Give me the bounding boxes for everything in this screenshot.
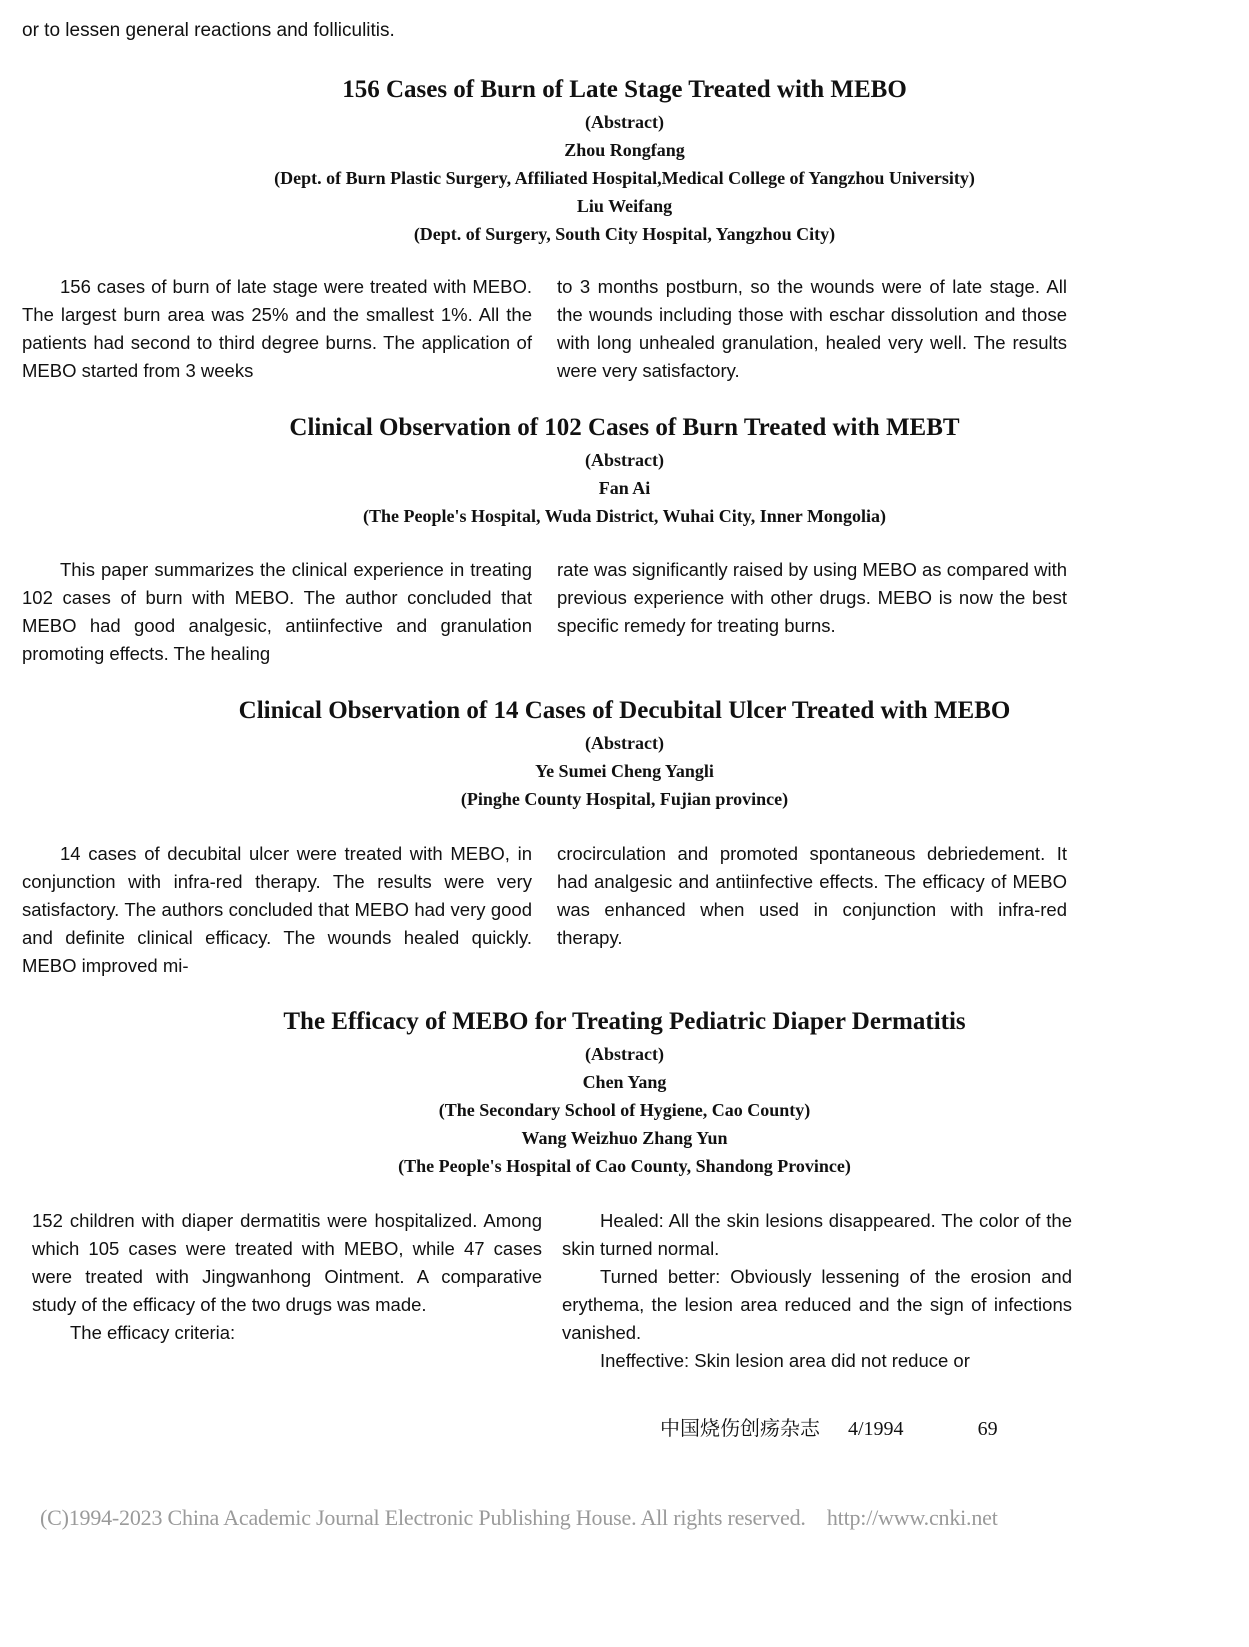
- left-column: [22, 273, 532, 385]
- right-column: [557, 840, 1067, 952]
- abstract-label: (Abstract): [585, 1044, 664, 1064]
- affiliation: (Dept. of Surgery, South City Hospital, Yangzhou City): [413, 224, 836, 244]
- paragraph: to 3 months postburn, so the wounds were of late stage. All the wounds including those with eschar dissolution and those with long unhealed granulation, healed very well. The results were very satisfactory.: [557, 276, 1067, 381]
- paragraph: Ineffective: Skin lesion area did not reduce or: [600, 1350, 970, 1371]
- article-title: 156 Cases of Burn of Late Stage Treated with MEBO: [342, 76, 907, 103]
- journal-name: 中国烧伤创疡杂志: [660, 1418, 820, 1440]
- left-column: [22, 840, 532, 980]
- affiliation: (The People's Hospital of Cao County, Shandong Province): [398, 1156, 851, 1176]
- paragraph: Healed: All the skin lesions disappeared. The color of the skin turned normal.: [562, 1210, 1072, 1259]
- article-title: The Efficacy of MEBO for Treating Pediatric Diaper Dermatitis: [283, 1008, 966, 1035]
- affiliation: (The Secondary School of Hygiene, Cao County): [438, 1100, 811, 1120]
- left-column: [32, 1207, 542, 1347]
- article-2: [0, 410, 1249, 530]
- author: Zhou Rongfang: [564, 140, 685, 160]
- right-column: [562, 1207, 1072, 1375]
- author: Wang Weizhuo Zhang Yun: [521, 1128, 728, 1148]
- right-column: [557, 556, 1067, 640]
- article-header: [0, 72, 1249, 248]
- paragraph: Turned better: Obviously lessening of the erosion and erythema, the lesion area reduced and the sign of infections vanished.: [562, 1266, 1072, 1343]
- author: Liu Weifang: [576, 196, 673, 216]
- article-title: Clinical Observation of 14 Cases of Decubital Ulcer Treated with MEBO: [238, 697, 1011, 724]
- right-column: [557, 273, 1067, 385]
- page-number: 69: [977, 1418, 998, 1440]
- article-1: [0, 72, 1249, 248]
- article-header: [0, 410, 1249, 530]
- abstract-label: (Abstract): [585, 112, 664, 132]
- article-3: [0, 693, 1249, 813]
- author: Fan Ai: [598, 478, 651, 498]
- article-4: [0, 1004, 1249, 1180]
- affiliation: (Dept. of Burn Plastic Surgery, Affiliated Hospital,Medical College of Yangzhou University): [274, 168, 975, 188]
- lead-text: or to lessen general reactions and folliculitis.: [22, 20, 395, 41]
- issue-number: 4/1994: [848, 1418, 904, 1440]
- paragraph: 14 cases of decubital ulcer were treated with MEBO, in conjunction with infra-red therapy. The results were very satisfactory. The authors concluded that MEBO had very good and definite clinical efficacy. The wounds healed quickly. MEBO improved mi-: [22, 843, 532, 976]
- paragraph: 152 children with diaper dermatitis were hospitalized. Among which 105 cases were treated with MEBO, while 47 cases were treated with Jingwanhong Ointment. A comparative study of the efficacy of the two drugs was made.: [32, 1210, 542, 1315]
- affiliation: (Pinghe County Hospital, Fujian province): [460, 789, 789, 809]
- left-column: [22, 556, 532, 668]
- article-header: [0, 1004, 1249, 1180]
- article-header: [0, 693, 1249, 813]
- paragraph: This paper summarizes the clinical experience in treating 102 cases of burn with MEBO. The author concluded that MEBO had good analgesic, antiinfective and granulation promoting effects. The healing: [22, 559, 532, 664]
- author: Chen Yang: [582, 1072, 667, 1092]
- author: Ye Sumei Cheng Yangli: [535, 761, 714, 781]
- article-title: Clinical Observation of 102 Cases of Burn Treated with MEBT: [289, 414, 960, 441]
- abstract-label: (Abstract): [585, 733, 664, 753]
- paragraph: The efficacy criteria:: [70, 1322, 236, 1343]
- affiliation: (The People's Hospital, Wuda District, Wuhai City, Inner Mongolia): [363, 506, 886, 526]
- paragraph: 156 cases of burn of late stage were treated with MEBO. The largest burn area was 25% and the smallest 1%. All the patients had second to third degree burns. The application of MEBO started from 3 weeks: [22, 276, 532, 381]
- page-footer: [660, 1412, 998, 1441]
- abstract-label: (Abstract): [585, 450, 664, 470]
- paragraph: crocirculation and promoted spontaneous debriedement. It had analgesic and antiinfective effects. The efficacy of MEBO was enhanced when used in conjunction with infra-red therapy.: [557, 843, 1067, 948]
- copyright-notice: (C)1994-2023 China Academic Journal Electronic Publishing House. All rights reserved. http://www.cnki.net: [40, 1505, 998, 1530]
- paragraph: rate was significantly raised by using MEBO as compared with previous experience with other drugs. MEBO is now the best specific remedy for treating burns.: [557, 559, 1067, 636]
